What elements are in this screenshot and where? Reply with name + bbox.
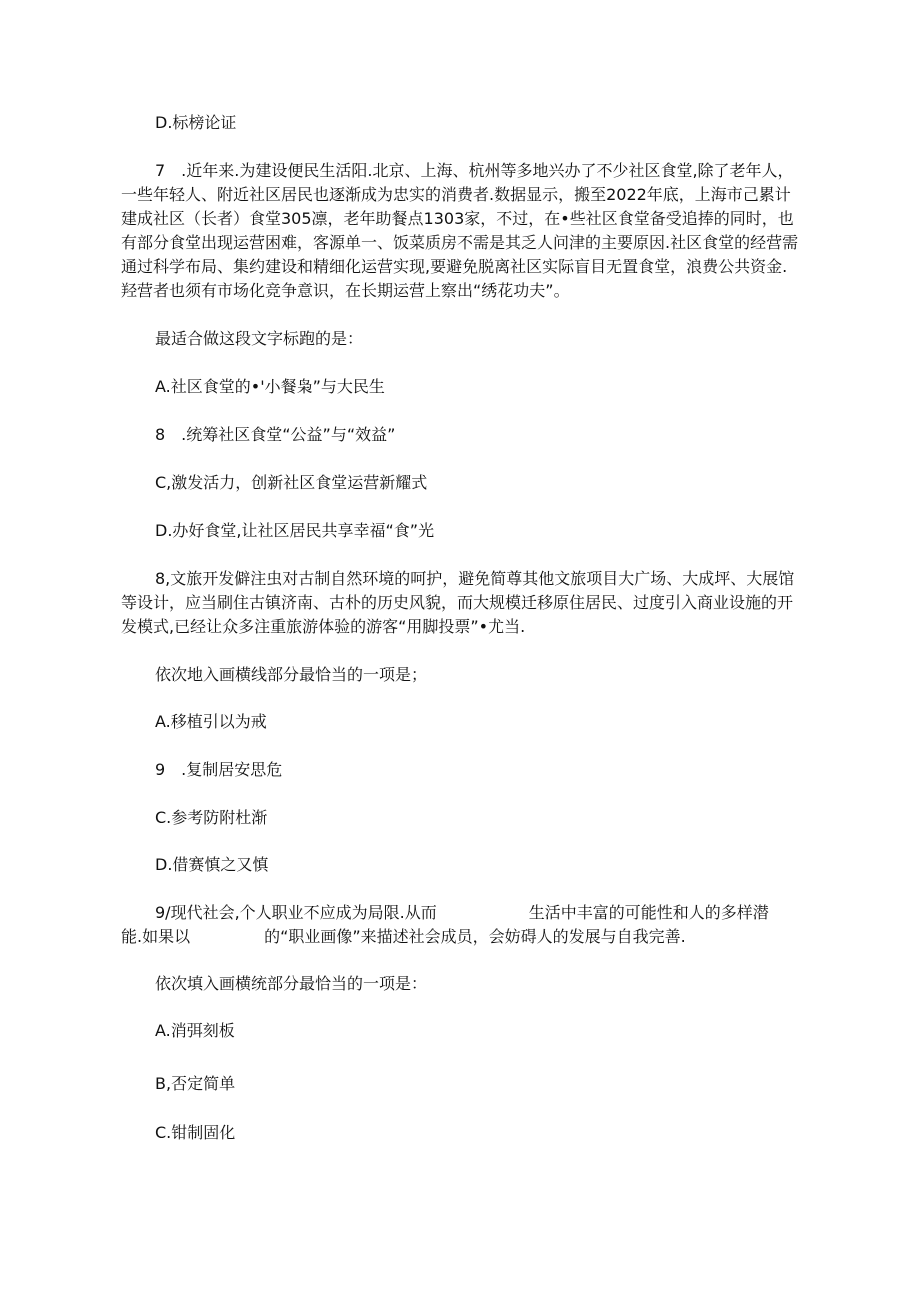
- option-a-q9: A.消弭刻板: [155, 1021, 235, 1040]
- option-b-q9: B,否定简单: [155, 1074, 236, 1093]
- option-c-q7: C,激发活力，创新社区食堂运营新耀式: [155, 473, 428, 492]
- option-a-q7: A.社区食堂的•'小餐枭”与大民生: [155, 377, 385, 396]
- question-9-part3: 能.如果以: [121, 927, 191, 946]
- question-7-text: 7 .近年来.为建设便民生活阳.北京、上海、杭州等多地兴办了不少社区食堂,除了老年人，一些年轻人、附近社区居民也逐渐成为忠实的消费者.数据显示，搬至2022年底，上海市己累计建成社区（长者）食堂305凛，老年助餐点1303家，不过，在•些社区食堂备受追捧的同时，也有部分食堂出现运营困难，客源单一、饭菜质房不需是其乏人问津的主要原因.社区食堂的经营需通过科学布局、集约建设和精细化运营实现,要避免脱离社区实际盲目无置食堂，浪费公共资金.羟营者也须有市场化竞争意识，在长期运营上察出“绣花功夫”。: [121, 161, 799, 300]
- option-c-q8: C.参考防附杜渐: [155, 808, 268, 827]
- option-d-q7: D.办好食堂,让社区居民共享幸福“食”光: [155, 521, 435, 540]
- option-d-q8: D.借赛慎之又慎: [155, 855, 269, 874]
- option-d-q6: D.标榜论证: [155, 113, 237, 132]
- question-9-prompt: 依次填入画横统部分最恰当的一项是：: [155, 974, 428, 993]
- option-a-q8: A.移植引以为戒: [155, 712, 267, 731]
- question-9-part4: 的“职业画像”来描述社会成员，会妨碍人的发展与自我完善.: [264, 927, 686, 946]
- question-8-text: 8,文旅开发僻注虫对古制自然环境的呵护，避免简尊其他文旅项目大广场、大成坪、大展馆等设计，应当刷住古镇济南、古朴的历史风貌，而大规模迁移原住居民、过度引入商业设施的开发模式,已经让众多注重旅游体验的游客“用脚投票”•尤当.: [121, 569, 795, 636]
- option-b-q7: 8 .统筹社区食堂“公益”与“效益”: [155, 425, 396, 444]
- option-c-q9: C.钳制固化: [155, 1123, 236, 1142]
- question-9-text: [121, 901, 801, 949]
- option-b-q8: 9 .复制居安思危: [155, 760, 283, 779]
- question-9-part1: 9/现代社会,个人职业不应成为局限.从而: [155, 903, 437, 922]
- question-9-part2: 生活中丰富的可能性和人的多样潜: [528, 903, 769, 922]
- question-7-prompt: 最适合做这段文字标跑的是：: [155, 329, 364, 348]
- question-8-prompt: 依次地入画横线部分最恰当的一项是；: [155, 665, 428, 684]
